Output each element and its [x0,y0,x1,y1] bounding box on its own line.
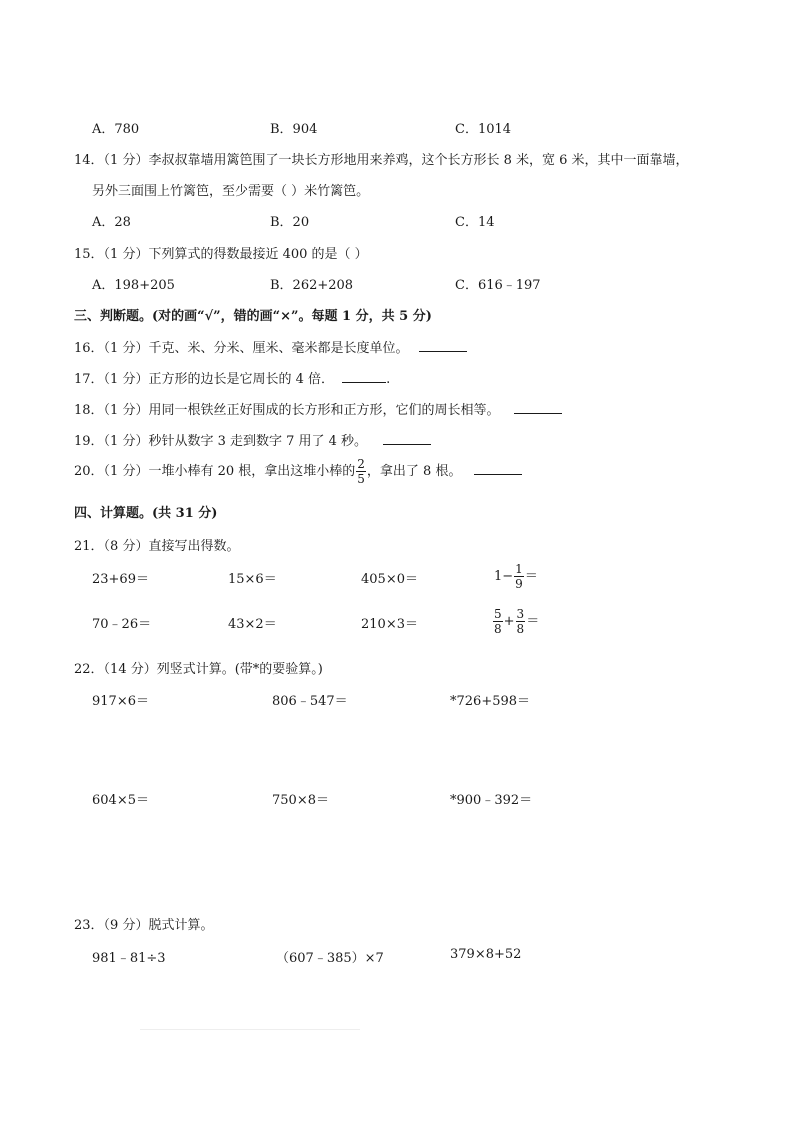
q21-expr-8-fraction-1 [493,608,503,635]
q21-expr-8-numerator-2: 3 [516,607,525,621]
q22-expr-4: 604×5＝ [92,793,149,808]
q20-fraction [356,458,366,485]
q21-expr-8-numerator-1: 5 [494,607,502,621]
q15-option-a: A．198+205 [92,278,175,293]
q15-option-b: B．262+208 [270,278,354,293]
section3-heading: 三、判断题。(对的画“√”，错的画“×”。每题 1 分，共 5 分) [74,309,432,324]
q21-expr-4-lead: 1− [494,569,514,584]
q21-expr-4-equals: ＝ [524,569,538,584]
q21-expr-6: 43×2＝ [228,617,277,632]
q14-option-b: B．20 [270,215,310,230]
q23-expr-2: （607﹣385）×7 [276,951,384,966]
q17-answer-blank[interactable] [342,370,386,383]
q21-expr-5: 70﹣26＝ [92,617,152,632]
q16-item [74,337,467,356]
q17-text: 17．（1 分）正方形的边长是它周长的 4 倍． [74,372,334,387]
q16-answer-blank[interactable] [419,339,467,352]
q21-expr-8-denominator-2: 8 [516,622,525,636]
q22-expr-6: *900﹣392＝ [450,793,533,808]
q22-expr-5: 750×8＝ [272,793,329,808]
q20-fraction-numerator: 2 [357,457,365,471]
q13-option-a: A．780 [92,122,140,137]
q21-expr-3: 405×0＝ [361,572,418,587]
q22-expr-2: 806﹣547＝ [272,694,348,709]
q21-expr-4-fraction [514,563,524,590]
q21-expr-4 [494,563,538,590]
q23-expr-3: 379×8+52 [450,947,522,962]
q15-stem: 15．（1 分）下列算式的得数最接近 400 的是（ ） [74,247,368,262]
q16-text: 16．（1 分）千克、米、分米、厘米、毫米都是长度单位。 [74,341,409,356]
q21-expr-8-equals: ＝ [526,614,540,629]
q21-expr-4-denominator: 9 [515,577,523,591]
q21-expr-8-denominator-1: 8 [494,622,502,636]
q15-option-c: C．616﹣197 [455,278,541,293]
q20-item [74,458,522,485]
q19-answer-blank[interactable] [383,432,431,445]
q21-expr-8-operator: + [503,614,515,629]
q21-expr-1: 23+69＝ [92,572,149,587]
q20-text-after: ，拿出了 8 根。 [366,464,462,479]
q23-expr-1: 981﹣81÷3 [92,951,166,966]
q20-text-before: 20．（1 分）一堆小棒有 20 根，拿出这堆小棒的 [74,464,356,479]
footer-divider [140,1029,360,1030]
q20-answer-blank[interactable] [474,462,522,475]
q21-expr-8 [492,608,539,635]
q14-stem-line2: 另外三面围上竹篱笆，至少需要（ ）米竹篱笆。 [92,184,370,199]
q14-stem-line1: 14．（1 分）李叔叔靠墙用篱笆围了一块长方形地用来养鸡，这个长方形长 8 米，宽 6 米，其中一面靠墙， [74,153,689,168]
q23-stem: 23．（9 分）脱式计算。 [74,918,214,933]
q21-expr-2: 15×6＝ [228,572,277,587]
q13-option-b: B．904 [270,122,318,137]
q21-expr-7: 210×3＝ [361,617,418,632]
q14-option-c: C．14 [455,215,495,230]
q21-expr-8-fraction-2 [516,608,526,635]
q13-option-c: C．1014 [455,122,512,137]
q22-expr-1: 917×6＝ [92,694,149,709]
q18-answer-blank[interactable] [514,401,562,414]
q14-option-a: A．28 [92,215,131,230]
q19-text: 19．（1 分）秒针从数字 3 走到数字 7 用了 4 秒。 [74,434,368,449]
q18-item [74,399,562,418]
q21-expr-4-numerator: 1 [515,562,523,576]
q21-stem: 21．（8 分）直接写出得数。 [74,539,240,554]
q22-stem: 22．（14 分）列竖式计算。(带*的要验算。) [74,662,323,677]
section4-heading: 四、计算题。(共 31 分) [74,506,218,521]
q19-item [74,430,431,449]
q17-item [74,368,390,387]
q17-tail: . [386,372,391,387]
q22-expr-3: *726+598＝ [450,694,531,709]
q20-fraction-denominator: 5 [357,472,365,486]
q18-text: 18．（1 分）用同一根铁丝正好围成的长方形和正方形，它们的周长相等。 [74,403,500,418]
